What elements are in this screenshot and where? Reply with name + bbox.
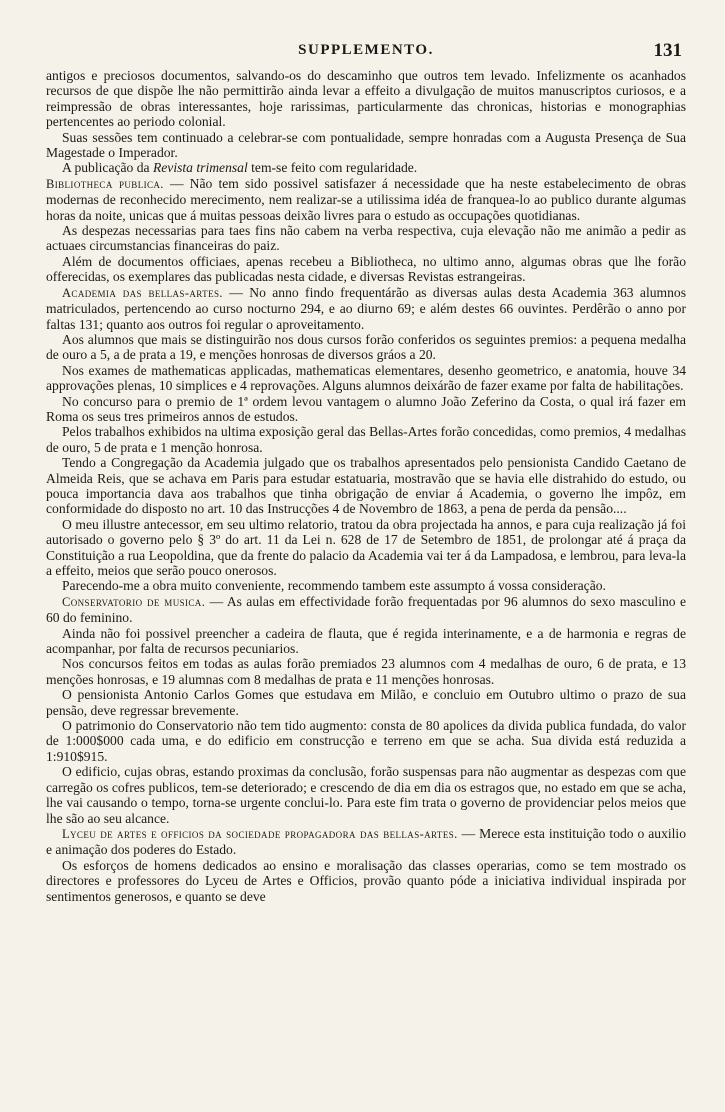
section-heading: Conservatorio de musica. [62,594,206,609]
text-segment: No concurso para o premio de 1ª ordem levou vantagem o alumno João Zeferino da Costa, o qual irá fazer em Roma os seus tres primeiros annos de estudos. [46,393,686,424]
paragraph-p11 [46,424,686,455]
text-segment: O meu illustre antecessor, em seu ultimo relatorio, tratou da obra projectada ha annos, e para cuja realização já foi autorisado o governo pelo § 3º do art. 11 da Lei n. 628 de 17 de Setembro de 1851, de prolongar até á praça da Constituição a rua Leopoldina, que da frente do palacio da Academia vai ter á da Lampadosa, e lembrou, para leva-la a effeito, meios que serão pouco onerosos. [46,516,686,578]
paragraph-p20 [46,764,686,826]
paragraph-p17 [46,656,686,687]
text-segment: — Merece esta instituição todo o auxilio e animação dos poderes do Estado. [46,825,686,858]
text-segment: Os esforços de homens dedicados ao ensino e moralisação das classes operarias, como se tem mostrado os directores e professores do Lyceu de Artes e Officios, provão quanto póde a iniciativa individual inspirada por sentimentos generosos, e quanto se deve [46,857,686,904]
paragraph-p21 [46,826,686,858]
paragraph-p8 [46,332,686,363]
book-page [46,40,686,1100]
text-segment: Tendo a Congregação da Academia julgado que os trabalhos apresentados pelo pensionista Candido Caetano de Almeida Reis, que se achava em Paris para estudar estatuaria, mostravão que se havia elle distrahido do estudo, ou pouca importancia dava aos trabalhos que tinha obrigação de enviar á Academia, o governo lhe impôz, em conformidade do disposto no art. 10 das Instrucções 4 de Novembro de 1863, a pena de perda da pensão.... [46,455,686,517]
text-segment: A publicação da [62,160,153,176]
paragraph-p22 [46,858,686,904]
text-segment: Aos alumnos que mais se distinguirão nos dous cursos forão conferidos os seguintes premios: a pequena medalha de ouro a 5, a de prata a 19, e menções honrosas de diversos gráos a 20. [46,331,686,363]
text-segment: antigos e preciosos documentos, salvando-os do descaminho que outros tem levado. Infelizmente os acanhados recursos de que dispõe lhe não permittirão ainda levar a effeito a divulgação de muitos manuscriptos curiosos, e a reimpressão de obras interessantes, hoje rarissimas, particularmente das chronicas, historias e monographias pertencentes ao periodo colonial. [46,68,686,130]
page-number: 131 [653,40,682,61]
text-segment: tem-se feito com regularidade. [247,160,418,176]
text-segment: O edificio, cujas obras, estando proximas da conclusão, forão suspensas para não augmentar as despezas com que carregão os cofres publicos, tem-se deteriorado; e crescendo de dia em dia os estragos que, no estado em que se acha, lhe vai causando o tempo, torna-se urgente conclui-lo. Para este fim trata o governo de providenciar pelos meios que lhe são ao seu alcance. [46,764,686,826]
text-segment: As despezas necessarias para taes fins não cabem na verba respectiva, cuja elevação não me animão a pedir as actuaes circumstancias financeiras do paiz. [46,223,686,254]
text-segment: Pelos trabalhos exhibidos na ultima exposição geral das Bellas-Artes forão concedidas, como premios, 4 medalhas de ouro, 5 de prata e 1 menção honrosa. [46,424,686,455]
paragraph-p13 [46,517,686,579]
paragraph-p12 [46,455,686,517]
text-segment: O patrimonio do Conservatorio não tem tido augmento: consta de 80 apolices da divida publica fundada, do valor de 1:000$000 cada uma, e do edificio em construcção e terreno em que se acha. Sua divida está reduzida a 1:910$915. [46,718,686,764]
section-heading: Lyceu de artes e officios da sociedade propagadora das bellas-artes. [62,826,458,841]
text-segment: Além de documentos officiaes, apenas recebeu a Bibliotheca, no ultimo anno, algumas obras que lhe forão offerecidas, os exemplares das publicadas nesta cidade, e diversas Revistas estrangeiras. [46,253,686,285]
paragraph-p10 [46,394,686,425]
text-segment: Parecendo-me a obra muito conveniente, recommendo tambem este assumpto á vossa consideração. [62,578,606,594]
text-segment: O pensionista Antonio Carlos Gomes que estudava em Milão, e concluio em Outubro ultimo o prazo de sua pensão, deve regressar brevemente. [46,687,686,718]
text-segment: Nos concursos feitos em todas as aulas forão premiados 23 alumnos com 4 medalhas de ouro, 6 de prata, e 13 menções honrosas, e 19 alumnas com 8 medalhas de prata e 11 menções honrosas. [46,656,686,687]
text-segment: Nos exames de mathematicas applicadas, mathematicas elementares, desenho geometrico, e anatomia, houve 34 approvações plenas, 10 simplices e 4 reprovações. Alguns alumnos deixárão de fazer exame por falta de habilitações. [46,362,686,394]
running-head: SUPPLEMENTO. [298,42,434,58]
italic-title: Revista trimensal [152,160,248,176]
paragraph-p18 [46,687,686,718]
text-segment: — No anno findo frequentárão as diversas aulas desta Academia 363 alumnos matriculados, pertencendo ao curso nocturno 294, e ao diurno 69; e além destes 66 ouvintes. Perdêrão o anno por faltas 131; quanto aos outros foi regular o aproveitamento. [46,284,686,332]
paragraph-p14 [46,578,686,593]
paragraph-p7 [46,285,686,332]
paragraph-p1 [46,68,686,130]
paragraph-p5 [46,223,686,254]
text-segment: — Não tem sido possivel satisfazer á necessidade que ha neste estabelecimento de obras modernas de reconhecido merecimento, nem realizar-se a utilissima idéa de franquea-lo ao publico durante algumas horas da noite, unicas que á muitas pessoas deixão livres para o estudo as occupações quotidianas. [46,175,686,223]
paragraph-p2 [46,130,686,161]
text-segment: Ainda não foi possivel preencher a cadeira de flauta, que é regida interinamente, e a de harmonia e regras de acompanhar, por falta de recursos pecuniarios. [46,625,686,657]
paragraph-p9 [46,363,686,394]
text-segment: — As aulas em effectividade forão frequentadas por 96 alumnos do sexo masculino e 60 do feminino. [46,593,686,626]
paragraph-p3 [46,160,686,175]
text-segment: Suas sessões tem continuado a celebrar-se com pontualidade, sempre honradas com a Augusta Presença de Sua Magestade o Imperador. [46,129,686,161]
paragraph-p15 [46,594,686,626]
section-heading: Academia das bellas-artes. [62,285,223,300]
paragraph-p4 [46,176,686,223]
paragraph-p16 [46,626,686,657]
paragraph-p6 [46,254,686,285]
section-heading: Bibliotheca publica. [46,176,164,191]
body-text [46,68,686,904]
page-header [46,40,686,64]
paragraph-p19 [46,718,686,764]
